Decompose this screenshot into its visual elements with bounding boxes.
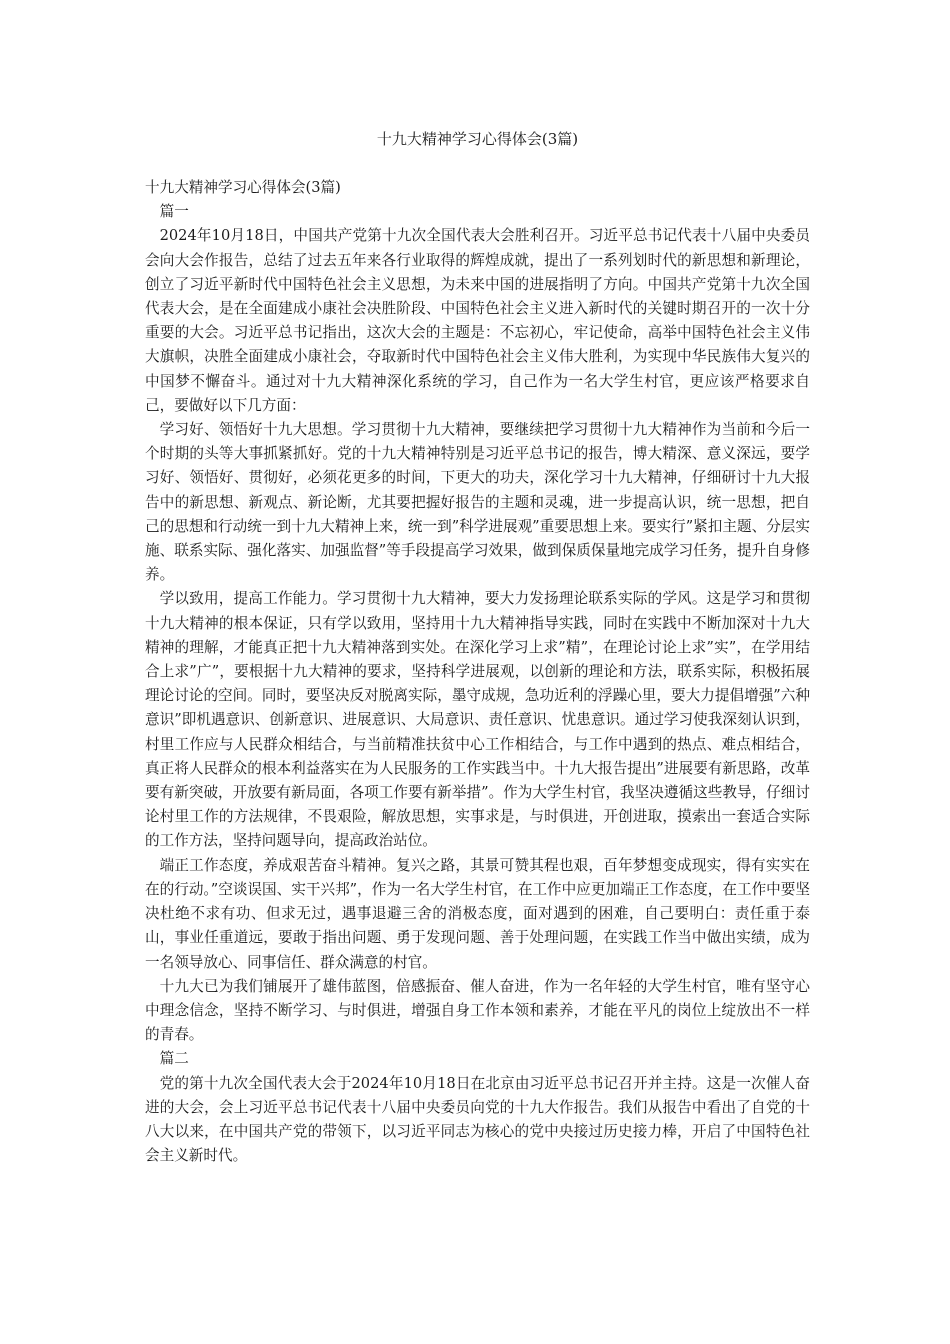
document-body: [145, 176, 810, 1168]
document-title: 十九大精神学习心得体会(3篇): [376, 130, 579, 148]
paragraph: 学以致用，提高工作能力。学习贯彻十九大精神，要大力发扬理论联系实际的学风。这是学习和贯彻十九大精神的根本保证，只有学以致用，坚持用十九大精神指导实践，同时在实践中不断加深对十九大精神的理解，才能真正把十九大精神落到实处。在深化学习上求”精”，在理论讨论上求”实”，在学用结合上求”广”，要根据十九大精神的要求，坚持科学进展观，以创新的理论和方法，联系实际，积极拓展理论讨论的空间。同时，要坚决反对脱离实际，墨守成规，急功近利的浮躁心里，要大力提倡增强”六种意识”即机遇意识、创新意识、进展意识、大局意识、责任意识、忧患意识。通过学习使我深刻认识到，村里工作应与人民群众相结合，与当前精准扶贫中心工作相结合，与工作中遇到的热点、难点相结合，真正将人民群众的根本利益落实在为人民服务的工作实践当中。十九大报告提出”进展要有新思路，改革要有新突破，开放要有新局面，各项工作要有新举措”。作为大学生村官，我坚决遵循这些教导，仔细讨论村里工作的方法规律，不畏艰险，解放思想，实事求是，与时俱进，开创进取，摸索出一套适合实际的工作方法，坚持问题导向，提高政治站位。: [145, 590, 810, 850]
document-subtitle: 十九大精神学习心得体会(3篇): [145, 179, 341, 196]
paragraph: 十九大已为我们铺展开了雄伟蓝图，倍感振奋、催人奋进，作为一名年轻的大学生村官，唯有坚守心中理念信念，坚持不断学习、与时俱进，增强自身工作本领和素养，才能在平凡的岗位上绽放出不一样的青春。: [145, 977, 810, 1044]
paragraph: 党的第十九次全国代表大会于2024年10月18日在北京由习近平总书记召开并主持。这是一次催人奋进的大会，会上习近平总书记代表十八届中央委员向党的十九大作报告。我们从报告中看出了自党的十八大以来，在中国共产党的带领下，以习近平同志为核心的党中央接过历史接力棒，开启了中国特色社会主义新时代。: [145, 1074, 810, 1165]
section-heading: 篇一: [159, 203, 189, 221]
paragraph: 端正工作态度，养成艰苦奋斗精神。复兴之路，其景可赞其程也艰，百年梦想变成现实，得有实实在在的行动。”空谈误国、实干兴邦”，作为一名大学生村官，在工作中应更加端正工作态度，在工作中要坚决杜绝不求有功、但求无过，遇事退避三舍的消极态度，面对遇到的困难，自己要明白：责任重于泰山，事业任重道远，要敢于指出问题、勇于发现问题、善于处理问题，在实践工作当中做出实绩，成为一名领导放心、同事信任、群众满意的村官。: [145, 856, 810, 971]
paragraph: 2024年10月18日，中国共产党第十九次全国代表大会胜利召开。习近平总书记代表十八届中央委员会向大会作报告，总结了过去五年来各行业取得的辉煌成就，提出了一系列划时代的新思想和新理论，创立了习近平新时代中国特色社会主义思想，为未来中国的进展指明了方向。中国共产党第十九次全国代表大会，是在全面建成小康社会决胜阶段、中国特色社会主义进入新时代的关键时期召开的一次十分重要的大会。习近平总书记指出，这次大会的主题是：不忘初心，牢记使命，高举中国特色社会主义伟大旗帜，决胜全面建成小康社会，夺取新时代中国特色社会主义伟大胜利，为实现中华民族伟大复兴的中国梦不懈奋斗。通过对十九大精神深化系统的学习，自己作为一名大学生村官，更应该严格要求自己，要做好以下几方面：: [145, 227, 810, 414]
paragraph: 学习好、领悟好十九大思想。学习贯彻十九大精神，要继续把学习贯彻十九大精神作为当前和今后一个时期的头等大事抓紧抓好。党的十九大精神特别是习近平总书记的报告，博大精深、意义深远，要学习好、领悟好、贯彻好，必须花更多的时间，下更大的功夫，深化学习十九大精神，仔细研讨十九大报告中的新思想、新观点、新论断，尤其要把握好报告的主题和灵魂，进一步提高认识，统一思想，把自己的思想和行动统一到十九大精神上来，统一到”科学进展观”重要思想上来。要实行”紧扣主题、分层实施、联系实际、强化落实、加强监督”等手段提高学习效果，做到保质保量地完成学习任务，提升自身修养。: [145, 421, 810, 584]
section-heading: 篇二: [159, 1050, 189, 1068]
